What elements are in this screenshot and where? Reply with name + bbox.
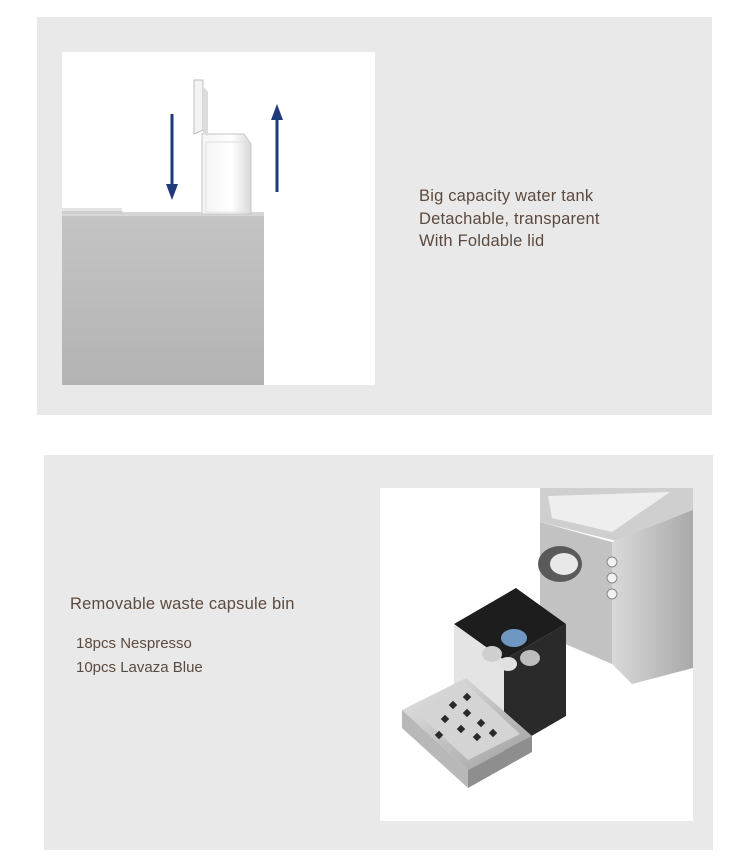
capsule-bin-panel — [44, 455, 713, 850]
caption-line: Detachable, transparent — [419, 209, 600, 228]
caption-line: With Foldable lid — [419, 232, 545, 250]
detail-line: 10pcs Lavaza Blue — [76, 659, 203, 676]
water-tank-caption — [419, 185, 600, 253]
capsule-bin-details — [76, 632, 203, 680]
capsule-bin-illustration — [380, 488, 693, 821]
capsule-bin-title: Removable waste capsule bin — [70, 595, 295, 613]
capsule-bin-photo — [380, 488, 693, 821]
detail-line: 18pcs Nespresso — [76, 635, 192, 652]
water-tank-photo — [62, 52, 375, 385]
water-tank-panel — [37, 17, 712, 415]
caption-line: Big capacity water tank — [419, 187, 594, 205]
water-tank-illustration — [62, 52, 375, 385]
